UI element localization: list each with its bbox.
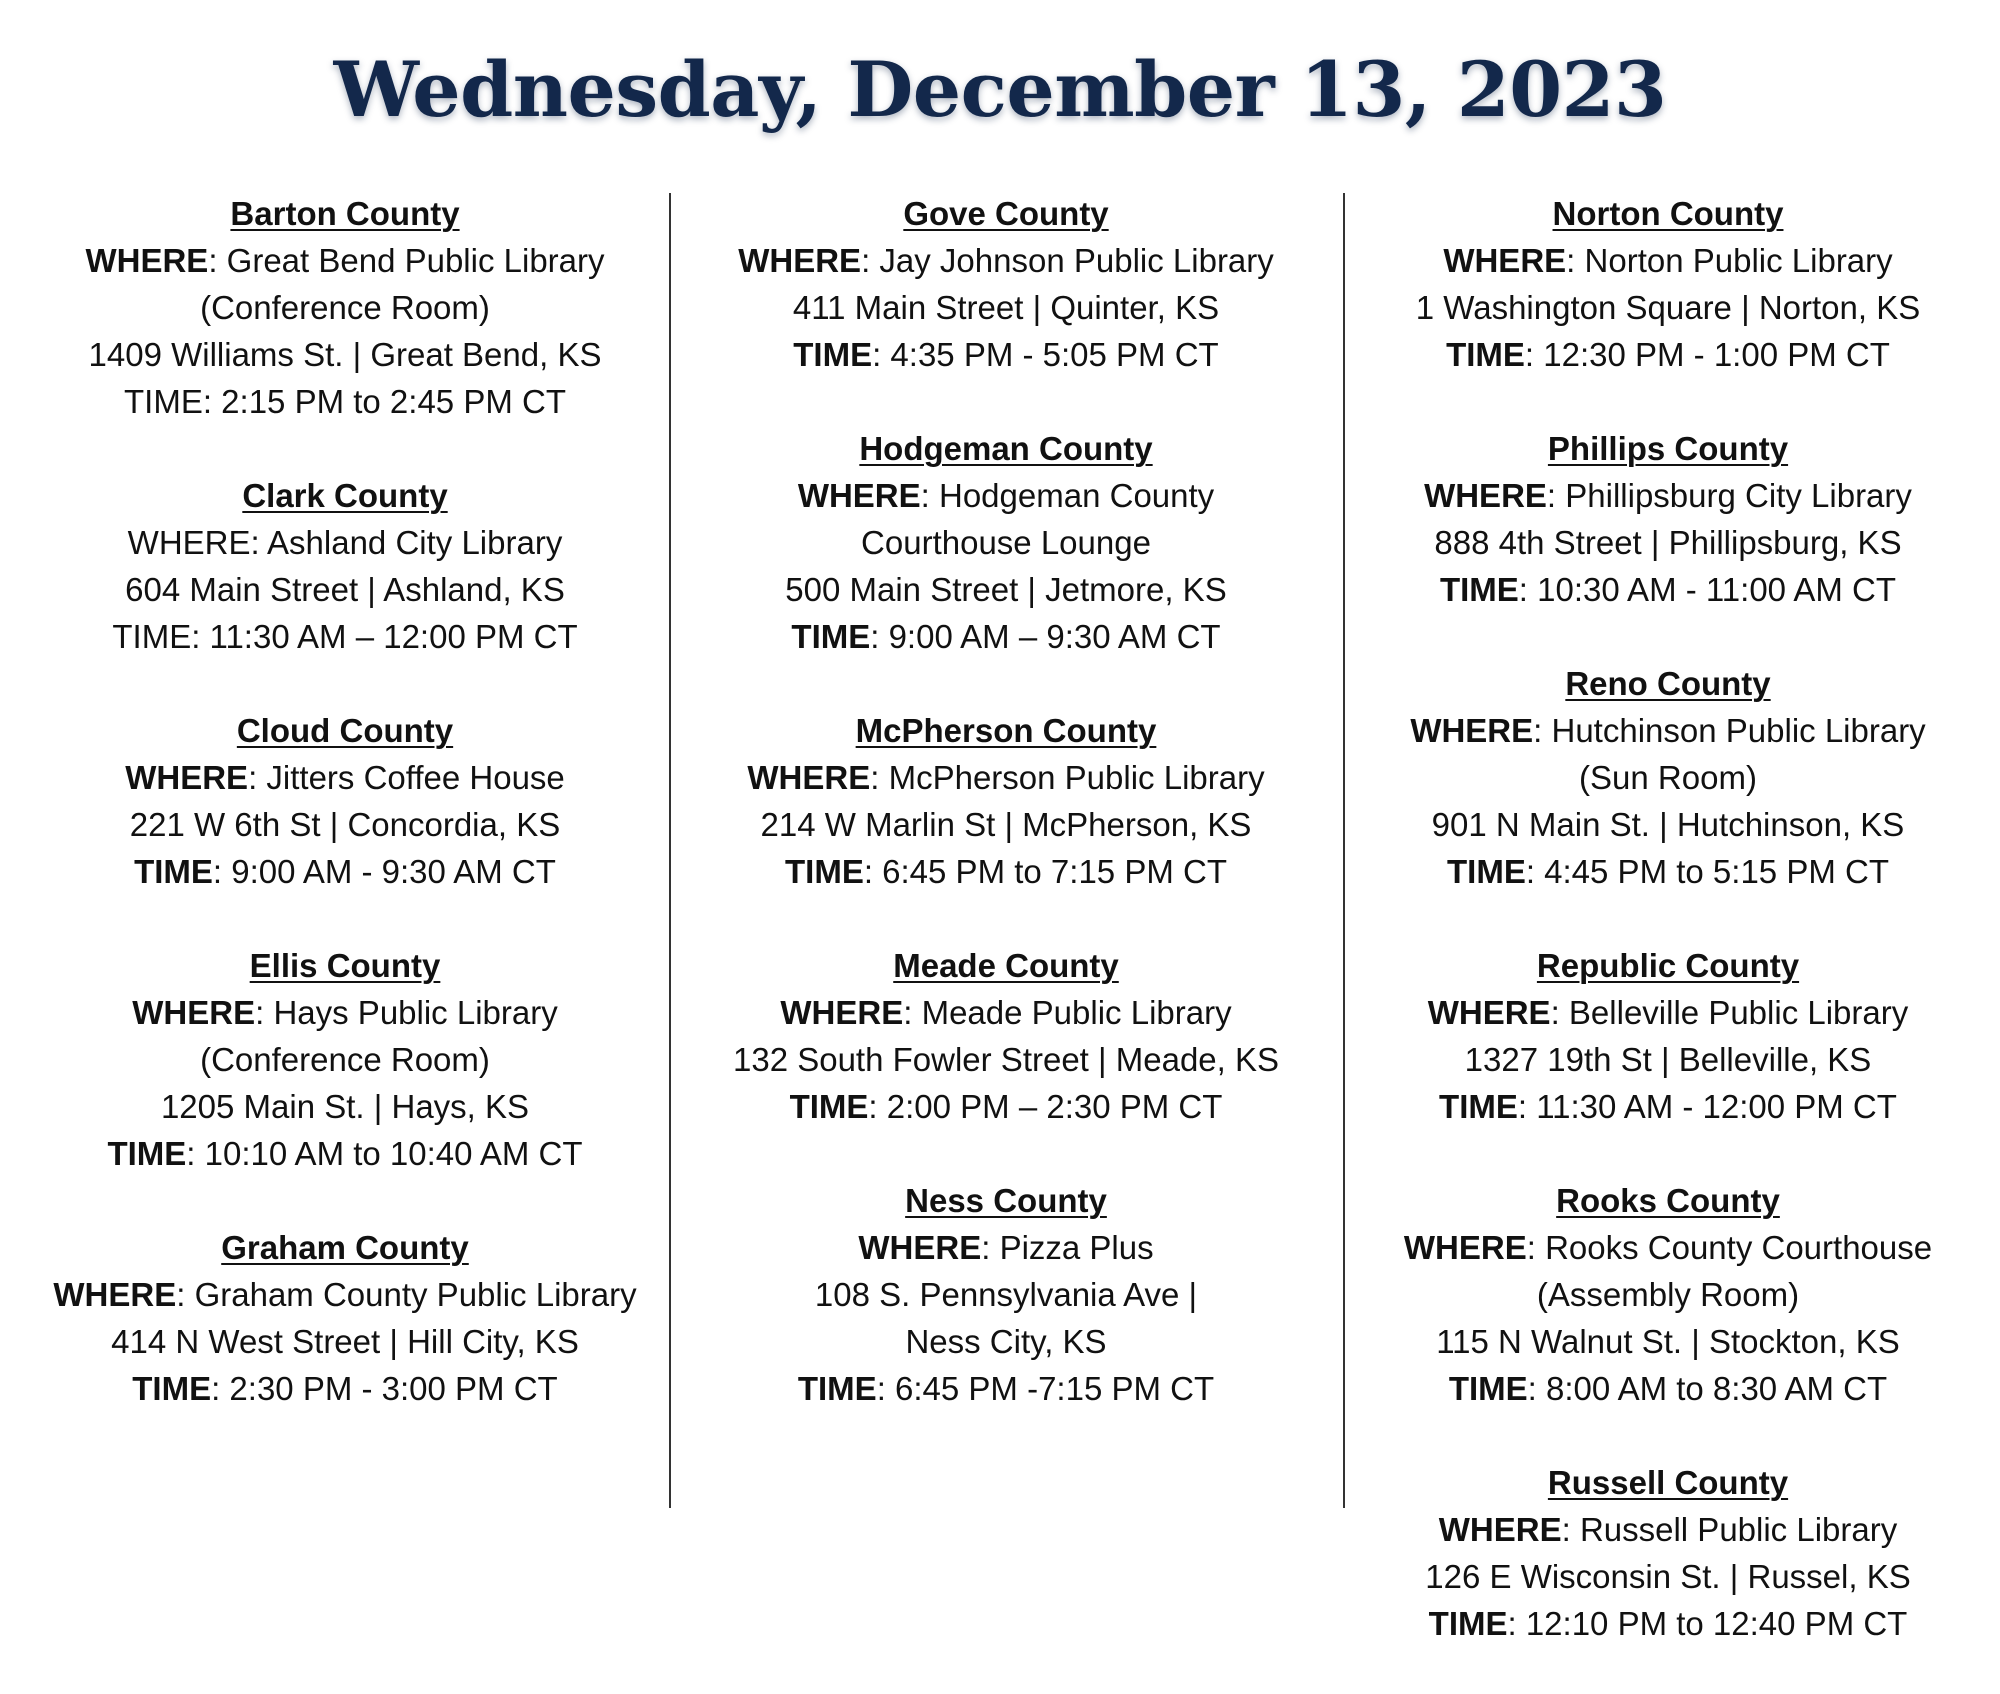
time-label: TIME: bbox=[124, 383, 222, 420]
where-separator: : bbox=[981, 1229, 1000, 1266]
where-value: Meade Public Library bbox=[921, 994, 1232, 1031]
address-text: 126 E Wisconsin St. | Russel, KS bbox=[1425, 1558, 1911, 1595]
where-line bbox=[15, 237, 675, 284]
county-line bbox=[1338, 190, 1998, 237]
address-line bbox=[15, 566, 675, 613]
county-line bbox=[15, 1224, 675, 1271]
time-label: TIME bbox=[1428, 1605, 1508, 1642]
where-value: Hutchinson Public Library bbox=[1551, 712, 1926, 749]
where-separator: : bbox=[1533, 712, 1552, 749]
where-separator: : bbox=[903, 994, 922, 1031]
time-value: : 6:45 PM -7:15 PM CT bbox=[876, 1370, 1215, 1407]
location-entry bbox=[1338, 942, 1998, 1130]
time-line bbox=[15, 848, 675, 895]
where-value: Jitters Coffee House bbox=[266, 759, 565, 796]
where-separator: : bbox=[1546, 477, 1566, 514]
county-line bbox=[15, 707, 675, 754]
where-value: Belleville Public Library bbox=[1568, 994, 1909, 1031]
address-line bbox=[1338, 801, 1998, 848]
where-line bbox=[676, 754, 1336, 801]
where-value: Jay Johnson Public Library bbox=[879, 242, 1274, 279]
where-separator: : bbox=[176, 1276, 195, 1313]
where-value: Russell Public Library bbox=[1579, 1511, 1898, 1548]
time-label: TIME bbox=[132, 1370, 212, 1407]
schedule-column-1 bbox=[15, 190, 675, 1459]
county-line bbox=[1338, 425, 1998, 472]
time-value: 11:30 AM – 12:00 PM CT bbox=[209, 618, 578, 655]
where-label: WHERE bbox=[780, 994, 904, 1031]
time-value: : 10:30 AM - 11:00 AM CT bbox=[1518, 571, 1897, 608]
where-value: Phillipsburg City Library bbox=[1565, 477, 1912, 514]
where-value: Hays Public Library bbox=[273, 994, 558, 1031]
county-name: Russell County bbox=[1547, 1464, 1789, 1501]
time-value: 2:15 PM to 2:45 PM CT bbox=[221, 383, 566, 420]
county-line bbox=[1338, 942, 1998, 989]
address-line bbox=[1338, 1553, 1998, 1600]
time-value: : 4:45 PM to 5:15 PM CT bbox=[1525, 853, 1889, 890]
address-text: 132 South Fowler Street | Meade, KS bbox=[732, 1041, 1280, 1078]
time-label: TIME bbox=[1447, 853, 1526, 890]
time-label: TIME bbox=[107, 1135, 187, 1172]
time-line bbox=[676, 1083, 1336, 1130]
where-line bbox=[1338, 237, 1998, 284]
time-label: TIME bbox=[1439, 1088, 1518, 1125]
time-line bbox=[676, 1365, 1336, 1412]
where-separator: : bbox=[1550, 994, 1569, 1031]
county-line bbox=[1338, 1177, 1998, 1224]
county-name: Rooks County bbox=[1556, 1182, 1780, 1219]
page-title: Wednesday, December 13, 2023 bbox=[333, 45, 1667, 134]
location-entry bbox=[676, 707, 1336, 895]
time-line bbox=[15, 1365, 675, 1412]
address-text: 214 W Marlin St | McPherson, KS bbox=[760, 806, 1252, 843]
time-line bbox=[1338, 1083, 1998, 1130]
where-line bbox=[676, 1224, 1336, 1271]
address-text: 115 N Walnut St. | Stockton, KS bbox=[1436, 1323, 1900, 1360]
time-value: : 2:30 PM - 3:00 PM CT bbox=[211, 1370, 558, 1407]
time-line bbox=[1338, 566, 1998, 613]
time-line bbox=[676, 848, 1336, 895]
time-line bbox=[1338, 1365, 1998, 1412]
county-name: Norton County bbox=[1552, 195, 1784, 232]
where-value: (Assembly Room) bbox=[1536, 1276, 1800, 1313]
where-line bbox=[676, 989, 1336, 1036]
county-line bbox=[15, 190, 675, 237]
address-text: 500 Main Street | Jetmore, KS bbox=[785, 571, 1227, 608]
time-value: : 6:45 PM to 7:15 PM CT bbox=[863, 853, 1227, 890]
county-name: Hodgeman County bbox=[859, 430, 1153, 467]
time-value: : 10:10 AM to 10:40 AM CT bbox=[186, 1135, 583, 1172]
where-label: WHERE bbox=[132, 994, 256, 1031]
where-label: WHERE bbox=[1424, 477, 1547, 514]
county-name: Ellis County bbox=[249, 947, 441, 984]
where-label: WHERE bbox=[1438, 1511, 1562, 1548]
where-separator: : bbox=[1561, 1511, 1580, 1548]
address-line bbox=[15, 331, 675, 378]
address-text: 1409 Williams St. | Great Bend, KS bbox=[88, 336, 602, 373]
address-text: 221 W 6th St | Concordia, KS bbox=[129, 806, 561, 843]
address-line bbox=[1338, 1036, 1998, 1083]
address-line bbox=[15, 1318, 675, 1365]
county-line bbox=[1338, 660, 1998, 707]
address-text: 1205 Main St. | Hays, KS bbox=[160, 1088, 530, 1125]
where-line bbox=[15, 989, 675, 1036]
address-text: 411 Main Street | Quinter, KS bbox=[792, 289, 1220, 326]
location-entry bbox=[15, 190, 675, 425]
where-label: WHERE: bbox=[127, 524, 268, 561]
county-name: Gove County bbox=[903, 195, 1109, 232]
county-line bbox=[1338, 1459, 1998, 1506]
where-value: McPherson Public Library bbox=[888, 759, 1265, 796]
address-text: 901 N Main St. | Hutchinson, KS bbox=[1431, 806, 1905, 843]
time-label: TIME bbox=[793, 336, 873, 373]
where-value: Hodgeman County bbox=[939, 477, 1215, 514]
location-entry bbox=[676, 190, 1336, 378]
location-entry bbox=[1338, 425, 1998, 613]
where-label: WHERE bbox=[53, 1276, 177, 1313]
county-line bbox=[676, 942, 1336, 989]
time-line bbox=[676, 331, 1336, 378]
where-line-continued bbox=[1338, 1271, 1998, 1318]
address-line bbox=[1338, 1318, 1998, 1365]
address-text: 604 Main Street | Ashland, KS bbox=[125, 571, 565, 608]
county-name: Phillips County bbox=[1547, 430, 1789, 467]
county-name: Meade County bbox=[893, 947, 1119, 984]
time-line bbox=[1338, 1600, 1998, 1647]
location-entry bbox=[676, 425, 1336, 660]
location-entry bbox=[676, 1177, 1336, 1412]
where-label: WHERE bbox=[1410, 712, 1534, 749]
where-line bbox=[1338, 989, 1998, 1036]
time-value: : 12:10 PM to 12:40 PM CT bbox=[1507, 1605, 1908, 1642]
county-name: Clark County bbox=[242, 477, 448, 514]
where-value: Great Bend Public Library bbox=[226, 242, 605, 279]
location-entry bbox=[1338, 1459, 1998, 1647]
address-line bbox=[676, 1036, 1336, 1083]
where-line bbox=[1338, 472, 1998, 519]
where-line bbox=[15, 519, 675, 566]
schedule-column-3 bbox=[1338, 190, 1998, 1694]
location-entry bbox=[15, 1224, 675, 1412]
where-separator: : bbox=[1566, 242, 1585, 279]
time-label: TIME bbox=[797, 1370, 877, 1407]
where-value: Pizza Plus bbox=[999, 1229, 1154, 1266]
address-line bbox=[676, 566, 1336, 613]
address-text: 414 N West Street | Hill City, KS bbox=[111, 1323, 579, 1360]
address-line bbox=[1338, 284, 1998, 331]
time-label: TIME bbox=[1439, 571, 1519, 608]
time-value: : 11:30 AM - 12:00 PM CT bbox=[1517, 1088, 1897, 1125]
where-label: WHERE bbox=[858, 1229, 982, 1266]
where-separator: : bbox=[1526, 1229, 1546, 1266]
time-value: : 9:00 AM - 9:30 AM CT bbox=[212, 853, 556, 890]
time-label: TIME bbox=[789, 1088, 869, 1125]
time-label: TIME bbox=[785, 853, 864, 890]
where-separator: : bbox=[861, 242, 880, 279]
where-value: (Sun Room) bbox=[1579, 759, 1757, 796]
county-name: Republic County bbox=[1536, 947, 1800, 984]
time-line bbox=[1338, 848, 1998, 895]
address-line bbox=[676, 801, 1336, 848]
time-line bbox=[676, 613, 1336, 660]
where-label: WHERE bbox=[1427, 994, 1551, 1031]
county-name: Cloud County bbox=[236, 712, 454, 749]
address-line bbox=[1338, 519, 1998, 566]
time-value: : 9:00 AM – 9:30 AM CT bbox=[870, 618, 1221, 655]
address-text: 1327 19th St | Belleville, KS bbox=[1464, 1041, 1872, 1078]
time-line bbox=[1338, 331, 1998, 378]
county-name: Ness County bbox=[905, 1182, 1107, 1219]
where-line bbox=[1338, 707, 1998, 754]
address-line bbox=[676, 1318, 1336, 1365]
location-entry bbox=[15, 707, 675, 895]
time-line bbox=[15, 613, 675, 660]
where-line bbox=[1338, 1224, 1998, 1271]
address-line bbox=[676, 1271, 1336, 1318]
time-value: : 4:35 PM - 5:05 PM CT bbox=[872, 336, 1219, 373]
county-line bbox=[15, 942, 675, 989]
location-entry bbox=[1338, 1177, 1998, 1412]
county-line bbox=[676, 425, 1336, 472]
time-value: : 12:30 PM - 1:00 PM CT bbox=[1524, 336, 1890, 373]
where-line-continued bbox=[15, 284, 675, 331]
where-value: Graham County Public Library bbox=[194, 1276, 637, 1313]
time-label: TIME: bbox=[112, 618, 210, 655]
time-line bbox=[15, 1130, 675, 1177]
address-line bbox=[676, 284, 1336, 331]
where-line bbox=[1338, 1506, 1998, 1553]
where-line bbox=[676, 237, 1336, 284]
location-entry bbox=[1338, 660, 1998, 895]
county-name: Barton County bbox=[230, 195, 460, 232]
where-value: Courthouse Lounge bbox=[861, 524, 1151, 561]
where-value: (Conference Room) bbox=[200, 1041, 490, 1078]
where-label: WHERE bbox=[738, 242, 862, 279]
where-line-continued bbox=[15, 1036, 675, 1083]
location-entry bbox=[676, 942, 1336, 1130]
where-separator: : bbox=[255, 994, 274, 1031]
time-line bbox=[15, 378, 675, 425]
address-text: 1 Washington Square | Norton, KS bbox=[1415, 289, 1921, 326]
where-label: WHERE bbox=[747, 759, 871, 796]
where-line bbox=[15, 754, 675, 801]
where-value: Rooks County Courthouse bbox=[1545, 1229, 1933, 1266]
where-label: WHERE bbox=[1443, 242, 1567, 279]
where-separator: : bbox=[920, 477, 939, 514]
time-label: TIME bbox=[791, 618, 871, 655]
where-separator: : bbox=[248, 759, 267, 796]
where-label: WHERE bbox=[797, 477, 921, 514]
location-entry bbox=[15, 472, 675, 660]
where-label: WHERE bbox=[1403, 1229, 1527, 1266]
county-line bbox=[676, 190, 1336, 237]
where-separator: : bbox=[870, 759, 889, 796]
location-entry bbox=[1338, 190, 1998, 378]
county-name: McPherson County bbox=[855, 712, 1157, 749]
where-line-continued bbox=[1338, 754, 1998, 801]
county-line bbox=[15, 472, 675, 519]
where-value: Ashland City Library bbox=[267, 524, 563, 561]
address-text: 108 S. Pennsylvania Ave | bbox=[814, 1276, 1198, 1313]
where-line-continued bbox=[676, 519, 1336, 566]
time-label: TIME bbox=[1446, 336, 1525, 373]
where-value: (Conference Room) bbox=[200, 289, 490, 326]
time-label: TIME bbox=[134, 853, 213, 890]
where-line bbox=[15, 1271, 675, 1318]
where-label: WHERE bbox=[85, 242, 209, 279]
address-line bbox=[15, 801, 675, 848]
where-line bbox=[676, 472, 1336, 519]
county-name: Reno County bbox=[1565, 665, 1771, 702]
county-line bbox=[676, 1177, 1336, 1224]
where-value: Norton Public Library bbox=[1584, 242, 1893, 279]
time-label: TIME bbox=[1448, 1370, 1528, 1407]
address-text: Ness City, KS bbox=[905, 1323, 1107, 1360]
location-entry bbox=[15, 942, 675, 1177]
county-name: Graham County bbox=[221, 1229, 469, 1266]
time-value: : 2:00 PM – 2:30 PM CT bbox=[868, 1088, 1223, 1125]
address-line bbox=[15, 1083, 675, 1130]
where-label: WHERE bbox=[125, 759, 249, 796]
address-text: 888 4th Street | Phillipsburg, KS bbox=[1434, 524, 1902, 561]
time-value: : 8:00 AM to 8:30 AM CT bbox=[1527, 1370, 1888, 1407]
county-line bbox=[676, 707, 1336, 754]
schedule-column-2 bbox=[676, 190, 1336, 1459]
where-separator: : bbox=[208, 242, 227, 279]
